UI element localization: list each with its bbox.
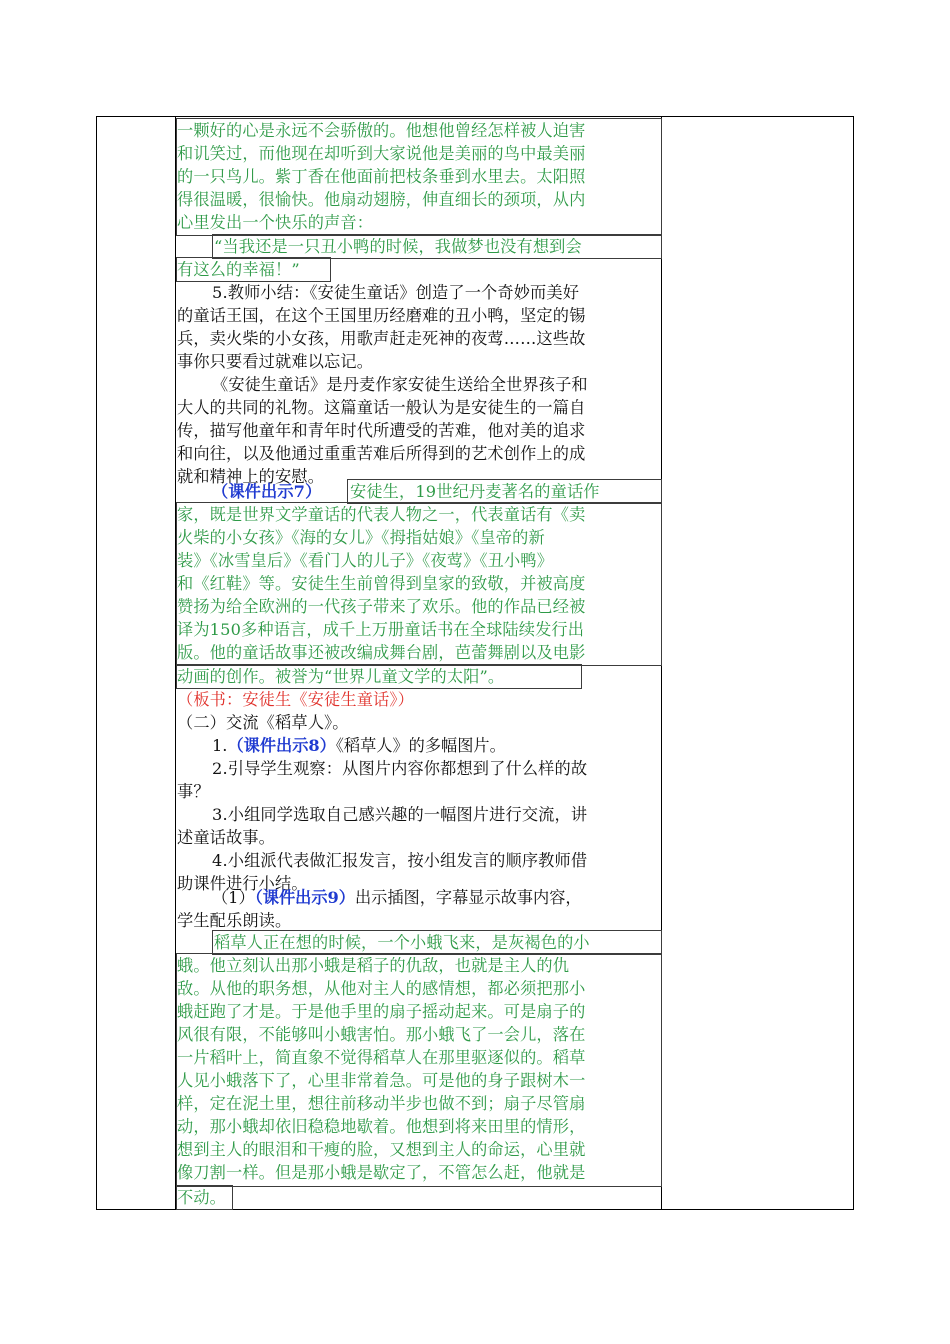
slide9-label: （课件出示9） <box>254 888 355 907</box>
text-line: 得很温暖，很愉快。他扇动翅膀，伸直细长的颈项，从内 <box>177 190 586 209</box>
section-heading: （二）交流《稻草人》。 <box>177 713 349 732</box>
text-line: 的一只鸟儿。紫丁香在他面前把枝条垂到水里去。太阳照 <box>177 167 586 186</box>
text-line: 和《红鞋》等。安徒生生前曾得到皇家的致敬，并被高度 <box>177 574 586 593</box>
text-line <box>212 734 506 757</box>
text-line: 事？ <box>177 782 210 801</box>
text-line: 不动。 <box>177 1188 227 1207</box>
text-line: 心里发出一个快乐的声音： <box>177 213 374 232</box>
text-line: 版。他的童话故事还被改编成舞台剧，芭蕾舞剧以及电影 <box>177 643 586 662</box>
text-line: 传，描写他童年和青年时代所遭受的苦难，他对美的追求 <box>177 421 586 440</box>
text-line: 助课件进行小结。 <box>177 874 308 893</box>
text-line: 述童话故事。 <box>177 828 276 847</box>
text-line: 安徒生，19世纪丹麦著名的童话作 <box>350 482 600 501</box>
item-number: 1. <box>212 736 228 755</box>
text-line: 火柴的小女孩》《海的女儿》《拇指姑娘》《皇帝的新 <box>177 528 545 547</box>
text-line: 动，那小蛾却依旧稳稳地歇着。他想到将来田里的情形， <box>177 1117 586 1136</box>
text-line: 的童话王国，在这个王国里历经磨难的丑小鸭，坚定的锡 <box>177 306 586 325</box>
text-line: 有这么的幸福！” <box>177 260 300 279</box>
text-line: 蛾赶跑了才是。于是他手里的扇子摇动起来。可是扇子的 <box>177 1002 586 1021</box>
text-line: 学生配乐朗读。 <box>177 911 292 930</box>
text-line: 5.教师小结：《安徒生童话》创造了一个奇妙而美好 <box>212 283 580 302</box>
text-line: 一片稻叶上，简直象不觉得稻草人在那里驱逐似的。稻草 <box>177 1048 586 1067</box>
text-line <box>212 886 582 909</box>
text-line: 《安徒生童话》是丹麦作家安徒生送给全世界孩子和 <box>212 375 588 394</box>
item-number: （1） <box>212 888 255 907</box>
text-line: 想到主人的眼泪和干瘦的脸，又想到主人的命运，心里就 <box>177 1140 586 1159</box>
text-line: 2.引导学生观察：从图片内容你都想到了什么样的故 <box>212 759 588 778</box>
text-line: 事你只要看过就难以忘记。 <box>177 352 374 371</box>
text-line: 家，既是世界文学童话的代表人物之一，代表童话有《卖 <box>177 505 586 524</box>
text-line: “当我还是一只丑小鸭的时候，我做梦也没有想到会 <box>214 237 582 256</box>
text-line: 像刀割一样。但是那小蛾是歇定了，不管怎么赶，他就是 <box>177 1163 586 1182</box>
text-line: 装》《冰雪皇后》《看门人的儿子》《夜莺》《丑小鸭》 <box>177 551 554 570</box>
slide8-label: （课件出示8） <box>227 736 336 755</box>
text-line: 蛾。他立刻认出那小蛾是稻子的仇敌，也就是主人的仇 <box>177 956 570 975</box>
board-note: （板书：安徒生《安徒生童话》） <box>177 690 414 709</box>
text-line: 稻草人正在想的时候，一个小蛾飞来，是灰褐色的小 <box>214 933 590 952</box>
text-line: 样，定在泥土里，想往前移动半步也做不到；扇子尽管扇 <box>177 1094 586 1113</box>
text-line: 4.小组派代表做汇报发言，按小组发言的顺序教师借 <box>212 851 588 870</box>
text-line: 和讥笑过，而他现在却听到大家说他是美丽的鸟中最美丽 <box>177 144 586 163</box>
text-line: 译为150多种语言，成千上万册童话书在全球陆续发行出 <box>177 620 585 639</box>
text-line: 一颗好的心是永远不会骄傲的。他想他曾经怎样被人迫害 <box>177 121 586 140</box>
text-line: 兵，卖火柴的小女孩，用歌声赶走死神的夜莺……这些故 <box>177 329 586 348</box>
text-line: 大人的共同的礼物。这篇童话一般认为是安徒生的一篇自 <box>177 398 586 417</box>
item-text: 出示插图，字幕显示故事内容， <box>354 888 582 907</box>
text-line: 敌。从他的职务想，从他对主人的感情想，都必须把那小 <box>177 979 586 998</box>
item-text: 《稻草人》的多幅图片。 <box>335 736 506 755</box>
text-line: 3.小组同学选取自己感兴趣的一幅图片进行交流，讲 <box>212 805 588 824</box>
text-line: 赞扬为给全欧洲的一代孩子带来了欢乐。他的作品已经被 <box>177 597 586 616</box>
text-line: 和向往，以及他通过重重苦难后所得到的艺术创作上的成 <box>177 444 586 463</box>
slide7-label: （课件出示7） <box>212 482 322 501</box>
text-line: 就和精神上的安慰。 <box>177 467 325 486</box>
text-line: 风很有限，不能够叫小蛾害怕。那小蛾飞了一会儿，落在 <box>177 1025 586 1044</box>
text-line: 人见小蛾落下了，心里非常着急。可是他的身子跟树木一 <box>177 1071 586 1090</box>
text-line: 动画的创作。被誉为“世界儿童文学的太阳”。 <box>177 667 505 686</box>
